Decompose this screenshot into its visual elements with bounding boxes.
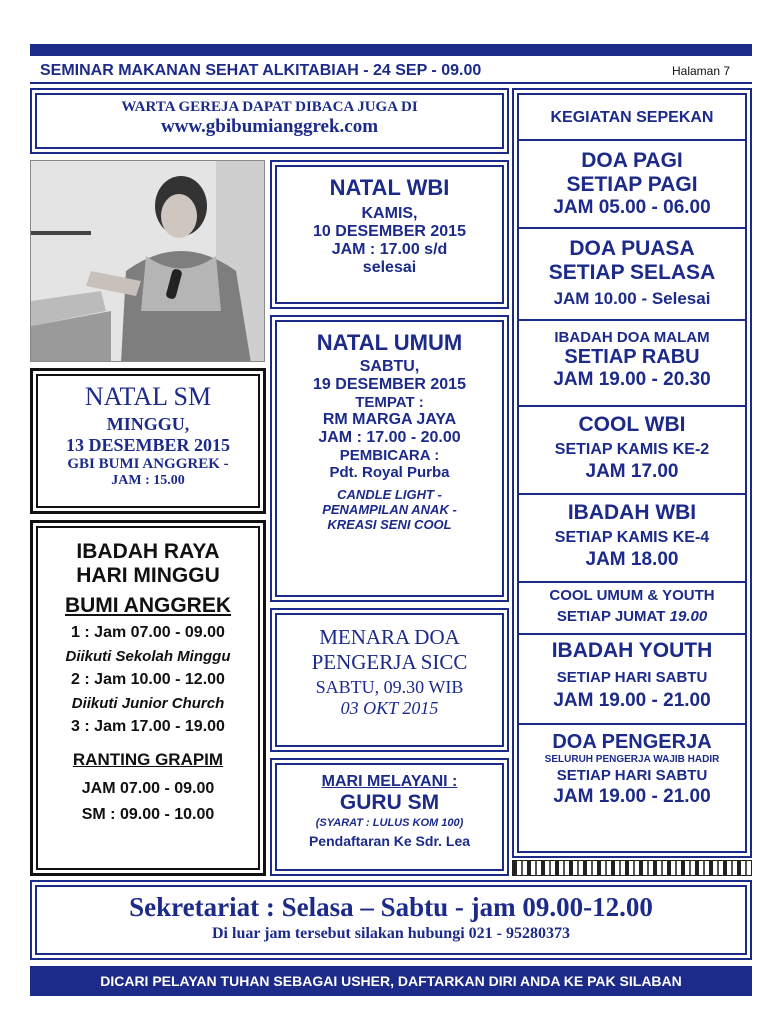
natal-sm-box	[30, 368, 266, 514]
menara-line3: SABTU, 09.30 WIB	[315, 677, 464, 697]
speaker-photo-image	[31, 161, 265, 362]
cool-umum-schedule	[519, 608, 745, 625]
natal-sm-time: JAM : 15.00	[111, 473, 185, 488]
menara-line1: MENARA DOA	[319, 625, 460, 649]
natal-umum-note3: KREASI SENI COOL	[327, 517, 452, 532]
doa-pagi-title: DOA PAGI	[581, 149, 683, 172]
cool-umum-block	[519, 583, 745, 635]
doa-puasa-day: SETIAP SELASA	[548, 261, 716, 284]
ibadah-raya-location: BUMI ANGGREK	[64, 594, 232, 617]
natal-umum-pembicara: Pdt. Royal Purba	[329, 464, 450, 481]
kegiatan-sepekan-box	[512, 88, 752, 858]
natal-umum-time: JAM : 17.00 - 20.00	[318, 429, 461, 446]
natal-umum-title: NATAL UMUM	[316, 330, 463, 355]
doa-pengerja-time: JAM 19.00 - 21.00	[553, 786, 711, 807]
top-bar	[30, 44, 752, 56]
ibadah-wbi-block	[519, 495, 745, 583]
natal-umum-note1: CANDLE LIGHT -	[337, 487, 442, 502]
ibadah-youth-title: IBADAH YOUTH	[551, 639, 713, 662]
ornament-strip	[512, 860, 752, 876]
menara-line2: PENGERJA SICC	[311, 650, 468, 674]
natal-umum-pembicara-label: PEMBICARA :	[339, 447, 440, 464]
melayani-line1: MARI MELAYANI :	[321, 773, 458, 790]
warta-line1: WARTA GEREJA DAPAT DIBACA JUGA DI	[121, 99, 418, 115]
ibadah-raya-title2: HARI MINGGU	[76, 564, 220, 587]
kegiatan-title: KEGIATAN SEPEKAN	[550, 109, 714, 126]
header-rule	[30, 82, 752, 84]
ibadah-youth-time: JAM 19.00 - 21.00	[553, 690, 711, 711]
cool-umum-title: COOL UMUM & YOUTH	[549, 587, 715, 604]
natal-wbi-date: 10 DESEMBER 2015	[313, 223, 466, 240]
natal-umum-tempat-label: TEMPAT :	[355, 394, 424, 411]
natal-wbi-title: NATAL WBI	[329, 175, 450, 200]
menara-doa-box	[270, 608, 509, 752]
natal-sm-date: 13 DESEMBER 2015	[65, 435, 231, 455]
speaker-photo	[30, 160, 265, 362]
doa-malam-block	[519, 321, 745, 407]
natal-umum-note2: PENAMPILAN ANAK -	[322, 502, 457, 517]
ibadah-raya-title1: IBADAH RAYA	[76, 540, 220, 563]
usher-banner-text: DICARI PELAYAN TUHAN SEBAGAI USHER, DAFTARKAN DIRI ANDA KE PAK SILABAN	[100, 973, 682, 989]
doa-puasa-title: DOA PUASA	[569, 237, 695, 260]
menara-line4: 03 OKT 2015	[340, 698, 439, 718]
sekretariat-contact: Di luar jam tersebut silakan hubungi 021 - 95280373	[212, 925, 570, 942]
service-2-time: 2 : Jam 10.00 - 12.00	[71, 671, 225, 688]
natal-wbi-time: JAM : 17.00 s/d	[331, 241, 448, 258]
doa-puasa-time: JAM 10.00 - Selesai	[553, 289, 711, 308]
melayani-line2: GURU SM	[339, 791, 440, 814]
mari-melayani-box	[270, 758, 509, 876]
kegiatan-title-block	[519, 95, 745, 141]
melayani-line4: Pendaftaran Ke Sdr. Lea	[308, 833, 471, 849]
ibadah-wbi-title: IBADAH WBI	[567, 501, 697, 524]
doa-malam-day: SETIAP RABU	[564, 346, 700, 368]
service-1-note: Diikuti Sekolah Minggu	[65, 648, 231, 665]
doa-pagi-day: SETIAP PAGI	[566, 173, 698, 196]
natal-wbi-end: selesai	[362, 259, 417, 276]
natal-umum-box	[270, 315, 509, 602]
cool-umum-time: 19.00	[669, 608, 708, 625]
service-3-time: 3 : Jam 17.00 - 19.00	[71, 718, 225, 735]
natal-umum-day: SABTU,	[359, 358, 420, 375]
warta-url[interactable]: www.gbibumianggrek.com	[160, 116, 379, 137]
doa-pengerja-day: SETIAP HARI SABTU	[556, 767, 708, 784]
natal-umum-date: 19 DESEMBER 2015	[313, 376, 466, 393]
doa-malam-time: JAM 19.00 - 20.30	[553, 369, 711, 390]
ibadah-wbi-time: JAM 18.00	[585, 549, 679, 570]
doa-pengerja-note: SELURUH PENGERJA WAJIB HADIR	[544, 754, 720, 765]
melayani-line3: (SYARAT : LULUS KOM 100)	[315, 817, 464, 829]
ranting-time-2: SM : 09.00 - 10.00	[81, 806, 215, 823]
ranting-time-1: JAM 07.00 - 09.00	[81, 780, 215, 797]
ranting-title: RANTING GRAPIM	[72, 750, 224, 769]
ibadah-wbi-day: SETIAP KAMIS KE-4	[554, 529, 710, 546]
sekretariat-hours: Sekretariat : Selasa – Sabtu - jam 09.00-12.00	[129, 892, 653, 922]
doa-pagi-block	[519, 141, 745, 229]
doa-pengerja-title: DOA PENGERJA	[552, 731, 712, 753]
service-2-note: Diikuti Junior Church	[71, 695, 225, 712]
natal-wbi-day: KAMIS,	[361, 205, 418, 222]
doa-puasa-block	[519, 229, 745, 321]
doa-pagi-time: JAM 05.00 - 06.00	[553, 197, 711, 218]
sekretariat-box	[30, 880, 752, 960]
service-1-time: 1 : Jam 07.00 - 09.00	[71, 624, 225, 641]
cool-umum-day: SETIAP JUMAT	[556, 608, 666, 625]
usher-banner	[30, 966, 752, 996]
page-number: Halaman 7	[672, 64, 731, 78]
natal-sm-place: GBI BUMI ANGGREK -	[67, 456, 229, 472]
natal-sm-title: NATAL SM	[84, 382, 212, 411]
doa-malam-title: IBADAH DOA MALAM	[554, 329, 710, 346]
warta-box	[30, 88, 509, 154]
natal-sm-day: MINGGU,	[106, 414, 190, 434]
cool-wbi-day: SETIAP KAMIS KE-2	[554, 441, 710, 458]
ibadah-youth-block	[519, 635, 745, 725]
cool-wbi-title: COOL WBI	[578, 413, 686, 436]
cool-wbi-time: JAM 17.00	[585, 461, 679, 482]
natal-umum-tempat: RM MARGA JAYA	[322, 411, 457, 428]
ibadah-raya-box	[30, 520, 266, 876]
natal-wbi-box	[270, 160, 509, 309]
ibadah-youth-day: SETIAP HARI SABTU	[556, 669, 708, 686]
seminar-headline: SEMINAR MAKANAN SEHAT ALKITABIAH - 24 SEP - 09.00	[40, 62, 482, 79]
cool-wbi-block	[519, 407, 745, 495]
doa-pengerja-block	[519, 725, 745, 825]
